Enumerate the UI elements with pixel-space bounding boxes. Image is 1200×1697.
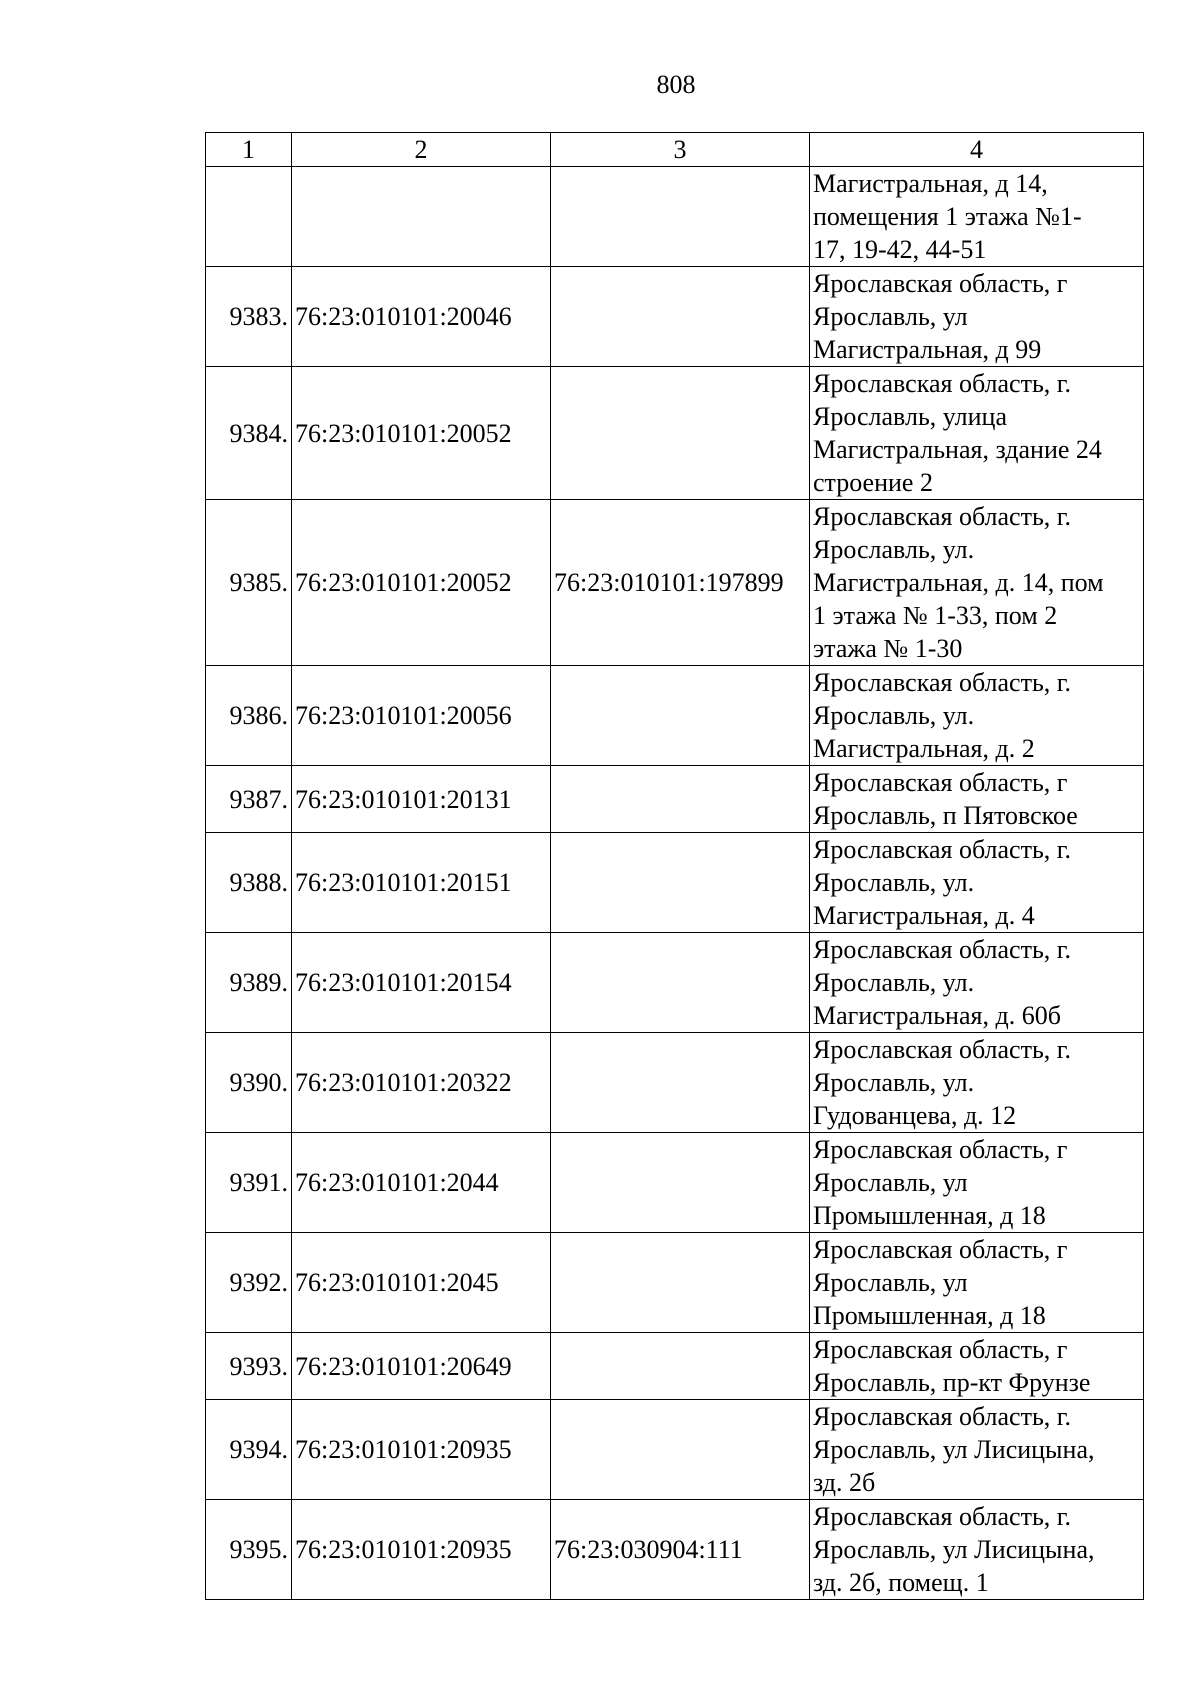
address-line: помещения 1 этажа №1- (813, 202, 1082, 231)
cadastral-number: 76:23:010101:2044 (292, 1133, 551, 1233)
table-row (206, 1500, 1144, 1600)
address-line: Магистральная, д 99 (813, 335, 1042, 364)
address-cell (810, 1033, 1144, 1133)
cadastral-number: 76:23:010101:20046 (292, 267, 551, 367)
address-line: Ярославская область, г (813, 269, 1068, 298)
table-row (206, 1400, 1144, 1500)
address-line: Магистральная, д. 4 (813, 901, 1035, 930)
cadastral-number (292, 167, 551, 267)
table-row (206, 1233, 1144, 1333)
parent-cadastral-number (551, 766, 810, 833)
address-cell (810, 1500, 1144, 1600)
cadastral-number: 76:23:010101:20151 (292, 833, 551, 933)
address-cell (810, 666, 1144, 766)
cadastral-number: 76:23:010101:20935 (292, 1500, 551, 1600)
address-cell (810, 1133, 1144, 1233)
parent-cadastral-number (551, 367, 810, 500)
cadastral-number: 76:23:010101:20052 (292, 367, 551, 500)
row-number: 9391. (206, 1133, 292, 1233)
address-line: Ярославль, ул (813, 1268, 968, 1297)
table-row (206, 1333, 1144, 1400)
address-line: Ярославская область, г (813, 1335, 1068, 1364)
row-number: 9393. (206, 1333, 292, 1400)
address-line: строение 2 (813, 468, 933, 497)
address-cell (810, 367, 1144, 500)
address-line: Ярославская область, г. (813, 668, 1072, 697)
address-line: Ярославль, ул. (813, 968, 975, 997)
cadastral-number: 76:23:010101:2045 (292, 1233, 551, 1333)
address-line: Ярославль, ул (813, 302, 968, 331)
address-line: Ярославская область, г. (813, 369, 1072, 398)
address-line: Промышленная, д 18 (813, 1201, 1046, 1230)
address-line: зд. 2б, помещ. 1 (813, 1568, 989, 1597)
address-cell (810, 267, 1144, 367)
row-number: 9389. (206, 933, 292, 1033)
parent-cadastral-number (551, 1133, 810, 1233)
row-number: 9384. (206, 367, 292, 500)
page-number: 808 (656, 70, 696, 99)
parent-cadastral-number (551, 1333, 810, 1400)
table-row (206, 933, 1144, 1033)
column-header-2: 2 (292, 133, 551, 167)
parent-cadastral-number (551, 1033, 810, 1133)
address-cell (810, 1333, 1144, 1400)
parent-cadastral-number (551, 833, 810, 933)
address-line: Ярославская область, г (813, 1235, 1068, 1264)
parent-cadastral-number (551, 1400, 810, 1500)
row-number: 9390. (206, 1033, 292, 1133)
address-line: Ярославль, ул. (813, 1068, 975, 1097)
cadastral-number: 76:23:010101:20322 (292, 1033, 551, 1133)
address-line: Ярославская область, г. (813, 1402, 1072, 1431)
parent-cadastral-number (551, 267, 810, 367)
table-row (206, 766, 1144, 833)
address-line: Ярославская область, г. (813, 1502, 1072, 1531)
address-line: Ярославль, ул Лисицына, (813, 1435, 1095, 1464)
cadastral-number: 76:23:010101:20052 (292, 500, 551, 666)
row-number: 9395. (206, 1500, 292, 1600)
address-line: Ярославская область, г (813, 1135, 1068, 1164)
table-body (206, 167, 1144, 1600)
table-row (206, 267, 1144, 367)
address-line: Магистральная, д. 60б (813, 1001, 1061, 1030)
address-line: Промышленная, д 18 (813, 1301, 1046, 1330)
row-number: 9383. (206, 267, 292, 367)
address-line: Ярославская область, г (813, 768, 1068, 797)
address-line: Ярославль, ул Лисицына, (813, 1535, 1095, 1564)
address-cell (810, 766, 1144, 833)
address-line: Магистральная, д. 2 (813, 734, 1035, 763)
address-line: Ярославль, ул. (813, 868, 975, 897)
table-header (206, 133, 1144, 167)
table-row (206, 1133, 1144, 1233)
cadastral-number: 76:23:010101:20649 (292, 1333, 551, 1400)
address-line: Магистральная, д 14, (813, 169, 1048, 198)
table-row (206, 1033, 1144, 1133)
column-header-4: 4 (810, 133, 1144, 167)
address-line: Ярославль, ул (813, 1168, 968, 1197)
address-line: Ярославская область, г. (813, 935, 1072, 964)
parent-cadastral-number (551, 933, 810, 1033)
table-row (206, 167, 1144, 267)
address-line: Ярославская область, г. (813, 502, 1072, 531)
address-cell (810, 1233, 1144, 1333)
column-header-3: 3 (551, 133, 810, 167)
registry-table (205, 132, 1144, 1600)
row-number (206, 167, 292, 267)
address-line: Гудованцева, д. 12 (813, 1101, 1017, 1130)
parent-cadastral-number: 76:23:010101:197899 (551, 500, 810, 666)
address-cell (810, 833, 1144, 933)
address-line: Магистральная, здание 24 (813, 435, 1102, 464)
address-line: зд. 2б (813, 1468, 876, 1497)
address-line: Магистральная, д. 14, пом (813, 568, 1104, 597)
parent-cadastral-number: 76:23:030904:111 (551, 1500, 810, 1600)
address-line: Ярославская область, г. (813, 835, 1072, 864)
address-line: Ярославль, ул. (813, 535, 975, 564)
header-row (206, 133, 1144, 167)
address-line: 17, 19-42, 44-51 (813, 235, 987, 264)
address-line: Ярославль, улица (813, 402, 1008, 431)
row-number: 9385. (206, 500, 292, 666)
cadastral-number: 76:23:010101:20154 (292, 933, 551, 1033)
address-cell (810, 500, 1144, 666)
table-row (206, 666, 1144, 766)
parent-cadastral-number (551, 167, 810, 267)
row-number: 9386. (206, 666, 292, 766)
address-cell (810, 1400, 1144, 1500)
cadastral-number: 76:23:010101:20935 (292, 1400, 551, 1500)
parent-cadastral-number (551, 666, 810, 766)
address-line: Ярославль, п Пятовское (813, 801, 1078, 830)
table-row (206, 500, 1144, 666)
row-number: 9394. (206, 1400, 292, 1500)
address-line: Ярославль, ул. (813, 701, 975, 730)
row-number: 9387. (206, 766, 292, 833)
address-line: 1 этажа № 1-33, пом 2 (813, 601, 1058, 630)
table-row (206, 367, 1144, 500)
address-cell (810, 933, 1144, 1033)
row-number: 9392. (206, 1233, 292, 1333)
cadastral-number: 76:23:010101:20056 (292, 666, 551, 766)
table-row (206, 833, 1144, 933)
parent-cadastral-number (551, 1233, 810, 1333)
cadastral-number: 76:23:010101:20131 (292, 766, 551, 833)
address-line: Ярославль, пр-кт Фрунзе (813, 1368, 1091, 1397)
row-number: 9388. (206, 833, 292, 933)
column-header-1: 1 (206, 133, 292, 167)
address-line: этажа № 1-30 (813, 634, 963, 663)
address-line: Ярославская область, г. (813, 1035, 1072, 1064)
address-cell (810, 167, 1144, 267)
